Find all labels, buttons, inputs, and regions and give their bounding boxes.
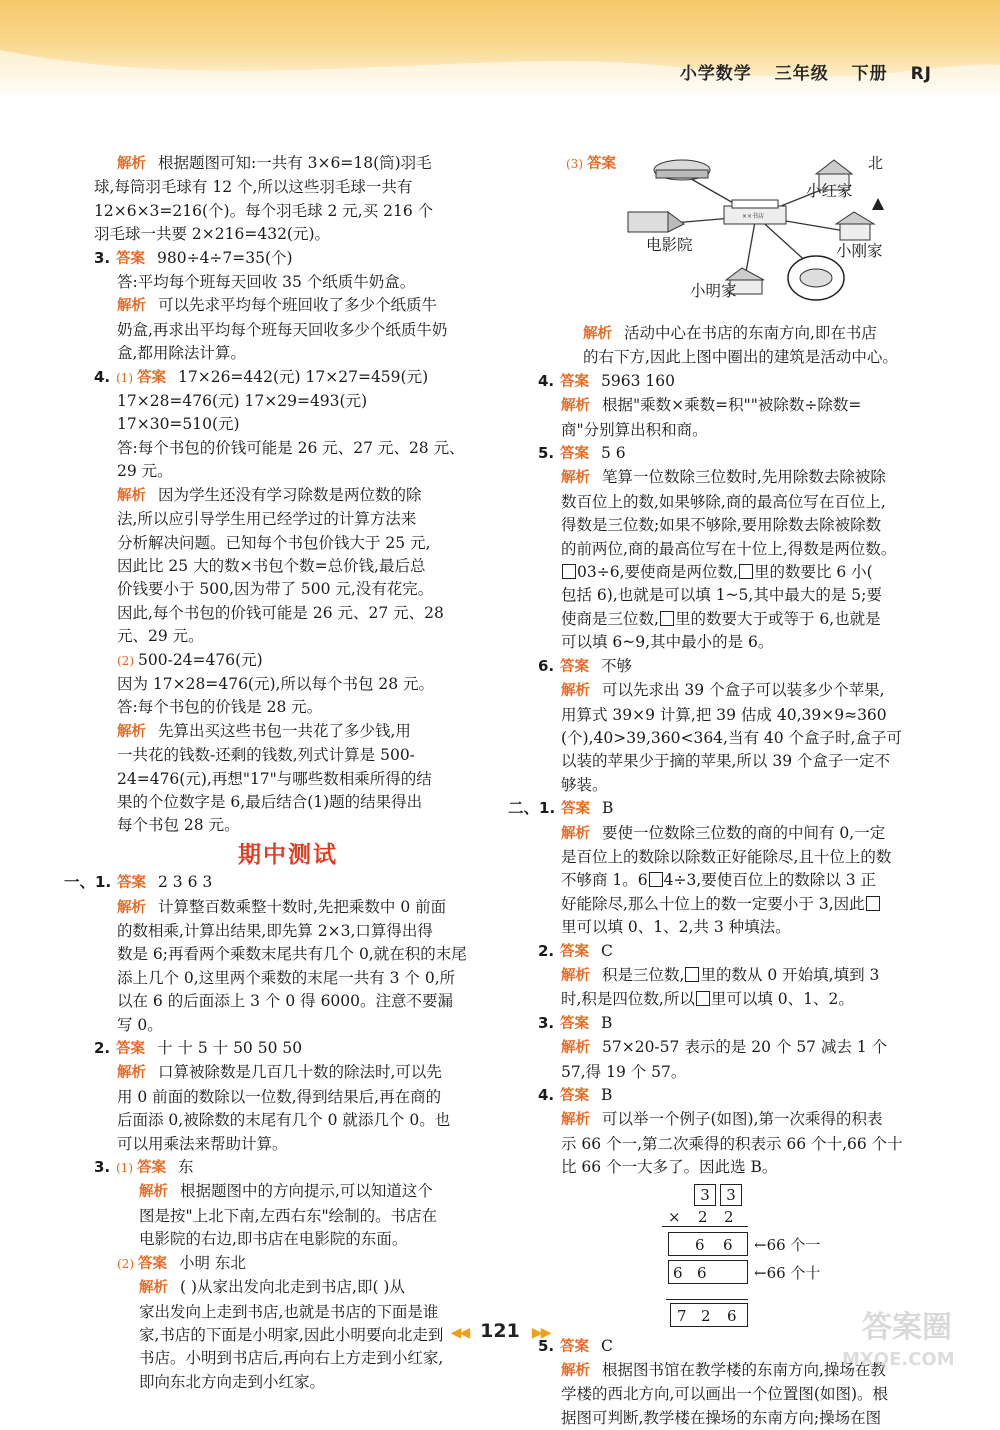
answer-tag: 答案 xyxy=(560,1338,589,1355)
answer-tag: 答案 xyxy=(560,943,589,960)
times-sign: × xyxy=(668,1207,681,1226)
analysis-line: 可以填 6~9,其中最小的是 6。 xyxy=(561,633,774,652)
analysis-line: 不够商 1。6 4÷3,要使百位上的数除以 3 正 xyxy=(561,871,877,890)
analysis-line: 03÷6,要使商是两位数, 里的数要比 6 小( xyxy=(538,561,930,584)
q4-analysis-line: 分析解决问题。已知每个书包价钱大于 25 元, xyxy=(117,533,431,552)
one-q3-answer: 3. (1) 答案 东 xyxy=(94,1156,482,1180)
row-label: ←66 个一 xyxy=(754,1235,821,1254)
q4-analysis-line: 法,所以应引导学生用已经学过的计算方法来 xyxy=(117,510,417,529)
product-box: 7 2 6 xyxy=(670,1303,748,1327)
two-q5-analysis: 解析 根据图书馆在教学楼的东南方向,操场在教 xyxy=(538,1359,930,1383)
q4-line: 17×28=476(元) 17×29=493(元) xyxy=(117,392,368,411)
one-q3-2-analysis: 解析 ( )从家出发向北走到书店,即( )从 xyxy=(94,1276,482,1300)
q4-analysis-line: 因此比 25 大的数×书包个数=总价钱,最后总 xyxy=(117,556,426,575)
analysis-line: 据图可判断,教学楼在操场的东南方向;操场在图 xyxy=(561,1408,882,1427)
analysis-line: 数是 6;再看两个乘数末尾共有几个 0,就在积的末尾 xyxy=(117,945,467,964)
analysis-tag: 解析 xyxy=(583,326,612,342)
one-q1-analysis: 解析 计算整百数乘整十数时,先把乘数中 0 前面 xyxy=(94,896,482,920)
q4-line: 答:每个书包的价钱可能是 26 元、27 元、28 元、 xyxy=(117,438,465,457)
q4-analysis: 解析 因为学生还没有学习除数是两位数的除 xyxy=(94,484,482,508)
analysis-tag: 解析 xyxy=(117,723,146,740)
analysis-line: 的右下方,因此上图中圈出的建筑是活动中心。 xyxy=(583,348,898,367)
q4-2-line: 因为 17×28=476(元),所以每个书包 28 元。 xyxy=(117,674,435,693)
answer-tag: 答案 xyxy=(560,446,589,463)
analysis-tag: 解析 xyxy=(139,1280,168,1297)
section-title: 期中测试 xyxy=(238,841,338,868)
analysis-tag: 解析 xyxy=(117,156,146,172)
north-arrow-icon xyxy=(872,198,884,210)
q4-line: 29 元。 xyxy=(117,462,173,481)
two-q3-analysis: 解析 57×20-57 表示的是 20 个 57 减去 1 个 xyxy=(538,1036,930,1060)
analysis-tag: 解析 xyxy=(561,825,590,842)
r-q4-answer: 4. 答案 5963 160 xyxy=(538,370,930,394)
cinema-icon xyxy=(628,212,684,232)
analysis-tag: 解析 xyxy=(117,487,146,504)
analysis-line: 即向东北方向走到小红家。 xyxy=(139,1372,326,1391)
blank-box xyxy=(696,991,710,1006)
answer-tag: 答案 xyxy=(560,658,589,675)
analysis-line: 的前两位,商的最高位写在十位上,得数是两位数。 xyxy=(561,539,897,558)
analysis-tag: 解析 xyxy=(117,298,146,315)
analysis-line: 图是按"上北下南,左西右东"绘制的。书店在 xyxy=(139,1206,438,1225)
blank-box xyxy=(739,564,753,579)
analysis-line: 书店。小明到书店后,再向右上方走到小红家, xyxy=(139,1349,444,1368)
digit-cell: 3 xyxy=(720,1184,742,1206)
digit: 2 xyxy=(724,1207,734,1226)
watermark-logo xyxy=(802,1301,992,1371)
analysis-tag: 解析 xyxy=(117,899,146,916)
q4-2-line: 答:每个书包的价钱是 28 元。 xyxy=(117,698,323,717)
q4-answer-line: 4. (1) 答案 17×26=442(元) 17×27=459(元) xyxy=(94,366,482,390)
bookstore-icon xyxy=(724,200,786,224)
analysis-line: 家出发向上走到书店,也就是书店的下面是谁 xyxy=(139,1302,439,1321)
analysis-tag: 解析 xyxy=(561,967,590,984)
header-grade: 三年级 xyxy=(774,64,829,84)
watermark-text: 答案圈 xyxy=(862,1310,952,1345)
q4-2-analysis: 解析 先算出买这些书包一共花了多少钱,用 xyxy=(94,720,482,744)
analysis-tag: 解析 xyxy=(561,398,590,415)
answer-tag: 答案 xyxy=(561,801,591,818)
analysis-line: 得数是三位数;如果不够除,要用除数去除被除数 xyxy=(561,516,882,535)
block1-line: 羽毛球一共要 2×216=432(元)。 xyxy=(94,225,331,244)
left-column xyxy=(64,152,482,1394)
analysis-line: 时,积是四位数,所以 里可以填 0、1、2。 xyxy=(561,990,854,1009)
page-header xyxy=(664,59,932,84)
rule-line xyxy=(666,1299,748,1300)
answer-tag: 答案 xyxy=(137,369,166,386)
analysis-line: 可以用乘法来帮助计算。 xyxy=(117,1134,288,1153)
header-subject: 小学数学 xyxy=(679,64,752,84)
answer-tag: 答案 xyxy=(138,1255,167,1272)
header-term: 下册 xyxy=(851,64,888,84)
analysis-line: 里可以填 0、1、2,共 3 种填法。 xyxy=(561,918,791,937)
analysis-tag: 解析 xyxy=(561,1040,590,1057)
answer-tag: 答案 xyxy=(560,1015,589,1032)
q3-analysis-line: 盒,都用除法计算。 xyxy=(117,344,246,363)
xiaohong-label: 小红家 xyxy=(806,182,853,200)
analysis-line: 商"分别算出积和商。 xyxy=(561,420,708,439)
r-q6-analysis: 解析 可以先求出 39 个盒子可以装多少个苹果, xyxy=(538,679,930,703)
q4-2-analysis-line: 每个书包 28 元。 xyxy=(117,816,240,835)
analysis-line: 的数相乘,计算出结果,即先算 2×3,口算得出得 xyxy=(117,922,433,940)
partial-product-1: 6 6 xyxy=(668,1232,748,1256)
map-analysis: 解析 活动中心在书店的东南方向,即在书店 xyxy=(538,322,930,346)
house-xiaogang-icon xyxy=(836,212,874,240)
analysis-line: 包括 6),也就是可以填 1~5,其中最大的是 5;要 xyxy=(561,586,882,605)
analysis-line: 家,书店的下面是小明家,因此小明要向北走到 xyxy=(139,1325,444,1344)
q3-analysis: 解析 可以先求平均每个班回收了多少个纸质牛 xyxy=(94,294,482,318)
answer-tag: 答案 xyxy=(137,1160,166,1177)
analysis-tag: 解析 xyxy=(561,683,590,700)
answer-tag: 答案 xyxy=(116,250,145,267)
one-q3-2-answer: (2) 答案 小明 东北 xyxy=(94,1252,482,1276)
map-block xyxy=(538,152,930,322)
digit: 2 xyxy=(698,1207,708,1226)
one-q2-analysis: 解析 口算被除数是几百几十数的除法时,可以先 xyxy=(94,1061,482,1085)
xiaoming-label: 小明家 xyxy=(690,282,737,300)
q4-2-analysis-line: 果的个位数字是 6,最后结合(1)题的结果得出 xyxy=(117,792,423,811)
two-q4-analysis: 解析 可以举一个例子(如图),第一次乘得的积表 xyxy=(538,1108,930,1132)
q4-analysis-line: 因此,每个书包的价钱可能是 26 元、27 元、28 xyxy=(117,603,444,622)
two-q4-answer: 4. 答案 B xyxy=(538,1084,930,1108)
analysis-line: 写 0。 xyxy=(117,1015,163,1034)
two-q1-answer: 二、1. 答案 B xyxy=(508,797,930,821)
page-number: 121 xyxy=(480,1320,520,1342)
q3-line: 答:平均每个班每天回收 35 个纸质牛奶盒。 xyxy=(117,273,416,292)
two-q1-analysis: 解析 要使一位数除三位数的商的中间有 0,一定 xyxy=(538,822,930,846)
analysis-line: 是百位上的数除以除数正好能除尽,且十位上的数 xyxy=(561,847,892,866)
cinema-label: 电影院 xyxy=(646,236,693,254)
analysis-line: 数百位上的数,如果够除,商的最高位写在百位上, xyxy=(561,492,886,511)
analysis-tag: 解析 xyxy=(561,1363,590,1380)
block1-line: 球,每筒羽毛球有 12 个,所以这些羽毛球一共有 xyxy=(94,178,413,197)
header-banner xyxy=(0,0,1000,100)
analysis-tag: 解析 xyxy=(561,1112,590,1129)
rule-line xyxy=(662,1226,748,1227)
analysis-line: 使商是三位数, 里的数要大于或等于 6,也就是 xyxy=(561,609,881,628)
two-q5-answer: 5. 答案 C xyxy=(538,1335,930,1359)
analysis-line: 添上几个 0,这里两个乘数的末尾一共有 3 个 0,所 xyxy=(117,968,456,987)
r-q5-answer: 5. 答案 5 6 xyxy=(538,442,930,466)
next-arrows-icon: ▶▶ xyxy=(531,1325,550,1341)
q4-2-analysis-line: 24=476(元),再想"17"与哪些数相乘所得的结 xyxy=(117,769,432,788)
watermark-url: MXQE.COM xyxy=(842,1349,955,1370)
analysis-line: 示 66 个一,第二次乘得的积表示 66 个十,66 个十 xyxy=(561,1134,903,1153)
row-label: ←66 个十 xyxy=(754,1263,821,1282)
blank-box xyxy=(562,564,576,579)
analysis-line: (个),40>39,360<364,当有 40 个盒子时,盒子可 xyxy=(561,728,902,747)
answer-tag: 答案 xyxy=(116,1041,145,1058)
analysis-tag: 解析 xyxy=(117,1065,146,1082)
blank-box xyxy=(649,872,663,887)
r-q5-analysis: 解析 笔算一位数除三位数时,先用除数去除被除 xyxy=(538,466,930,490)
stadium-icon xyxy=(654,160,710,180)
block1-line: 解析 根据题图可知:一共有 3×6=18(筒)羽毛 xyxy=(94,152,482,176)
one-q3-analysis: 解析 根据题图中的方向提示,可以知道这个 xyxy=(94,1180,482,1204)
answer-tag: 答案 xyxy=(587,156,616,172)
digit-cell: 3 xyxy=(694,1184,716,1206)
analysis-line: 比 66 个一大多了。因此选 B。 xyxy=(561,1158,778,1177)
analysis-tag: 解析 xyxy=(561,470,590,487)
two-q2-answer: 2. 答案 C xyxy=(538,940,930,964)
blank-box xyxy=(866,896,880,911)
q4-analysis-line: 元、29 元。 xyxy=(117,627,204,646)
north-label: 北 xyxy=(868,154,884,172)
analysis-line: 学楼的西北方向,可以画出一个位置图(如图)。根 xyxy=(561,1385,889,1404)
analysis-line: 用 0 前面的数除以一位数,得到结果后,再在商的 xyxy=(117,1087,442,1106)
multiplication-diagram xyxy=(658,1184,858,1299)
two-q3-answer: 3. 答案 B xyxy=(538,1012,930,1036)
analysis-line: 用算式 39×9 计算,把 39 估成 40,39×9≈360 xyxy=(561,705,887,724)
analysis-line: 好能除尽,那么十位上的数一定要小于 3,因此 xyxy=(538,893,930,916)
block1-line: 12×6×3=216(个)。每个羽毛球 2 元,买 216 个 xyxy=(94,201,434,220)
header-edition: RJ xyxy=(910,64,932,84)
analysis-line: 后面添 0,被除数的末尾有几个 0 就添几个 0。也 xyxy=(117,1111,451,1130)
map-answer-label: (3) 答案 xyxy=(566,152,628,176)
right-column xyxy=(508,152,930,1430)
analysis-line: 以装的苹果少于摘的苹果,所以 39 个盒子一定不 xyxy=(561,752,891,771)
answer-tag: 答案 xyxy=(117,875,147,892)
analysis-tag: 解析 xyxy=(139,1184,168,1201)
r-q6-answer: 6. 答案 不够 xyxy=(538,655,930,679)
blank-box xyxy=(685,967,699,982)
partial-product-2: 6 6 xyxy=(668,1260,748,1284)
q4-2-answer: (2) 500-24=476(元) xyxy=(117,650,263,669)
analysis-line: 57,得 19 个 57。 xyxy=(561,1062,687,1081)
q3-analysis-line: 奶盒,再求出平均每个班每天回收多少个纸质牛奶 xyxy=(117,320,448,339)
q4-line: 17×30=510(元) xyxy=(117,415,240,434)
xiaogang-label: 小刚家 xyxy=(836,242,883,260)
prev-arrows-icon: ◀◀ xyxy=(450,1325,469,1341)
one-q2-answer: 2. 答案 十 十 5 十 50 50 50 xyxy=(94,1037,482,1061)
one-q1-answer: 一、1. 答案 2 3 6 3 xyxy=(64,871,482,895)
q4-analysis-line: 价钱要小于 500,因为带了 500 元,没有花完。 xyxy=(117,580,434,599)
analysis-line: 够装。 xyxy=(561,775,608,794)
answer-tag: 答案 xyxy=(560,373,589,390)
q3-answer-line: 3. 答案 980÷4÷7=35(个) xyxy=(94,247,482,271)
analysis-line: 电影院的右边,即书店在电影院的东面。 xyxy=(139,1230,408,1249)
blank-box xyxy=(660,611,674,626)
q4-2-analysis-line: 一共花的钱数-还剩的钱数,列式计算是 500- xyxy=(117,746,415,765)
r-q4-analysis: 解析 根据"乘数×乘数=积""被除数÷除数= xyxy=(538,394,930,418)
two-q2-analysis: 解析 积是三位数, 里的数从 0 开始填,填到 3 xyxy=(538,964,930,988)
bookstore-label: ××书店 xyxy=(742,213,765,220)
analysis-line: 以在 6 的后面添上 3 个 0 得 6000。注意不要漏 xyxy=(117,992,454,1011)
answer-tag: 答案 xyxy=(560,1088,589,1104)
